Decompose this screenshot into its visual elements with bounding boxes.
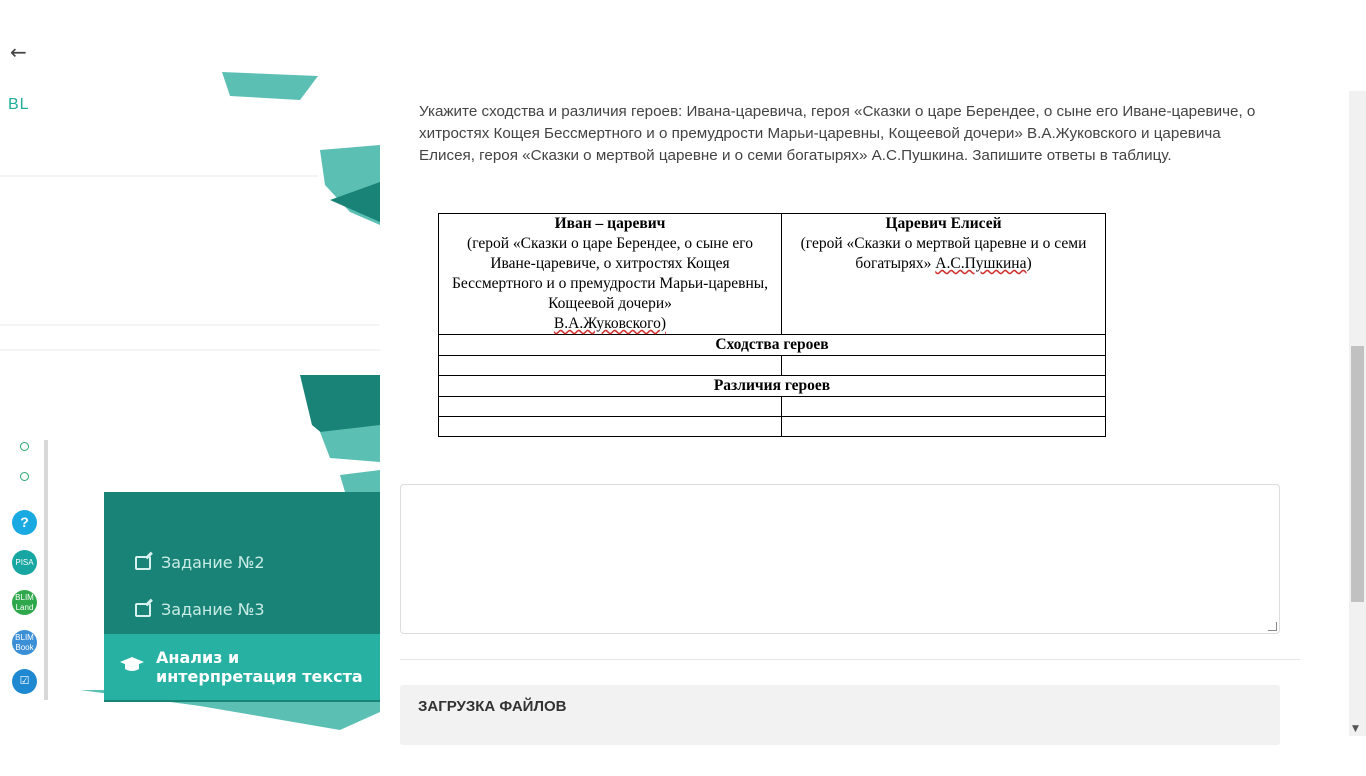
col2-close: ) [1026,255,1032,272]
sidebar-item-label: Задание №3 [161,600,265,619]
divider [400,659,1300,660]
sidebar-section-label: Анализ и интерпретация текста [156,648,363,686]
col2-title: Царевич Елисей [885,215,1002,232]
heroes-table [438,213,1106,437]
sidebar-item-task-3[interactable] [104,586,380,633]
differences-header: Различия героев [439,376,1106,397]
edit-icon [135,603,151,617]
similarities-header: Сходства героев [439,335,1106,356]
answer-textarea[interactable] [400,484,1280,634]
scrollbar[interactable] [1349,91,1366,736]
task-icon[interactable]: ☑ [12,669,37,694]
graduation-cap-icon [120,657,144,673]
blim-land-icon[interactable]: BLIM Land [12,590,37,615]
table-cell-empty [439,356,782,376]
resize-grip[interactable] [1268,622,1277,631]
scrollbar-thumb[interactable] [1351,346,1364,602]
table-cell-ivan [439,214,782,335]
table-cell-empty [439,417,782,437]
blim-book-icon[interactable]: BLIM Book [12,630,37,655]
logo[interactable]: BL [8,96,30,113]
file-upload-title: ЗАГРУЗКА ФАЙЛОВ [418,698,567,715]
table-cell-empty [782,356,1106,376]
sidebar-item-label: Задание №2 [161,553,265,572]
help-icon[interactable]: ? [12,510,37,535]
scroll-down-icon[interactable]: ▼ [1352,724,1359,734]
task-question: Укажите сходства и различия героев: Ивана-царевича, героя «Сказки о царе Берендее, о сыне его Иване-царевиче, о хитростях Кощея Бессмертного и о премудрости Марьи-царевны, Кощеевой дочери» В.А.Жуковского и царевича Елисея, героя «Сказки о мертвой царевне и о семи богатырях» А.С.Пушкина. Запишите ответы в таблицу. [419,103,1256,164]
col2-desc-line [788,234,1099,274]
file-upload-panel [400,685,1280,745]
col1-desc: (герой «Сказки о царе Берендее, о сыне его Иване-царевиче, о хитростях Кощея Бессмертного и о премудрости Марьи-царевны, Кощеевой дочери» [451,235,769,312]
edit-icon [135,556,151,570]
col1-title: Иван – царевич [554,215,666,232]
col2-desc: (герой «Сказки о мертвой царевне и о семи богатырях» [800,235,1087,272]
sidebar-section-analysis[interactable] [104,634,380,700]
sidebar-item-task-2[interactable] [104,539,380,586]
arrow-left-icon[interactable]: ← [10,40,27,64]
col2-author: А.С.Пушкина [935,255,1027,272]
table-cell-elisey [782,214,1106,335]
table-cell-empty [439,397,782,417]
col1-author: В.А.Жуковского) [553,315,667,332]
table-cell-empty [782,397,1106,417]
pisa-icon[interactable]: PISA [12,550,37,575]
table-cell-empty [782,417,1106,437]
